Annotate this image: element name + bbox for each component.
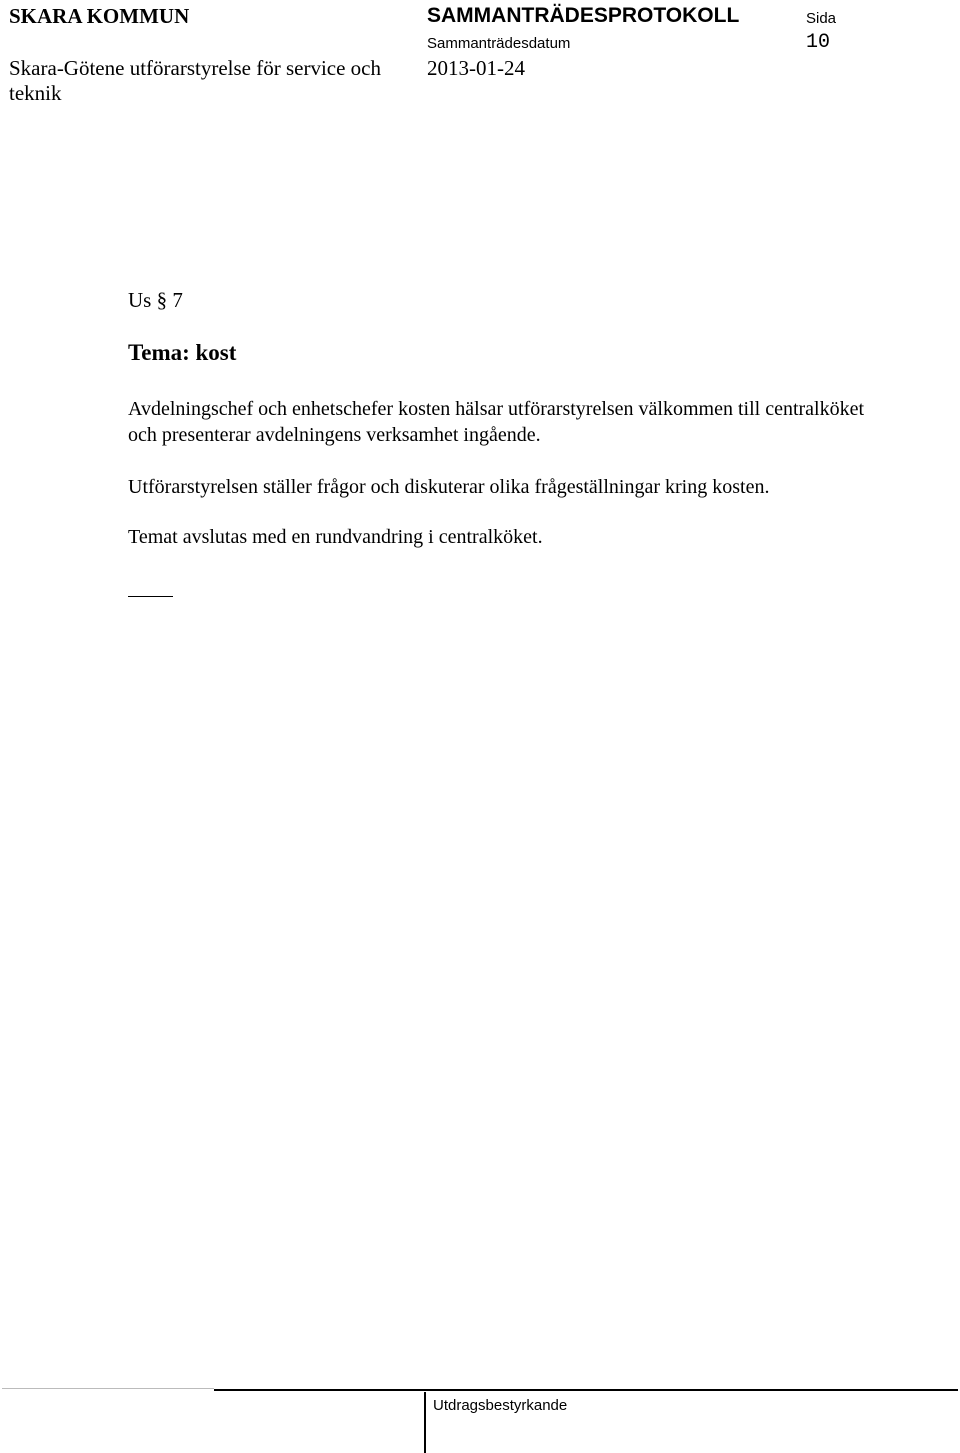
organization-unit: Skara-Götene utförarstyrelse för service och teknik [9,56,382,105]
section-end-divider [128,596,173,597]
paragraph-discussion: Utförarstyrelsen ställer frågor och diskuterar olika frågeställningar kring kosten. [128,476,770,498]
paragraph-introduction: Avdelningschef och enhetschefer kosten hälsar utförarstyrelsen välkommen till centralköket och presenterar avdelningens verksamhet ingående. [128,398,865,446]
paragraph-conclusion: Temat avslutas med en rundvandring i centralköket. [128,526,543,548]
certification-label: Utdragsbestyrkande [433,1397,568,1414]
topic-title: Tema: kost [128,340,237,365]
footer-divider-right [214,1389,958,1391]
meeting-date-value: 2013-01-24 [427,56,525,80]
footer-signature-separator [424,1392,426,1453]
footer-divider-left [2,1388,214,1389]
page-label: Sida [806,10,837,27]
page-number: 10 [806,31,831,54]
section-id: Us § 7 [128,288,183,312]
meeting-date-label: Sammanträdesdatum [427,35,571,52]
organization-name: SKARA KOMMUN [9,4,190,28]
document-type: SAMMANTRÄDESPROTOKOLL [427,4,740,27]
